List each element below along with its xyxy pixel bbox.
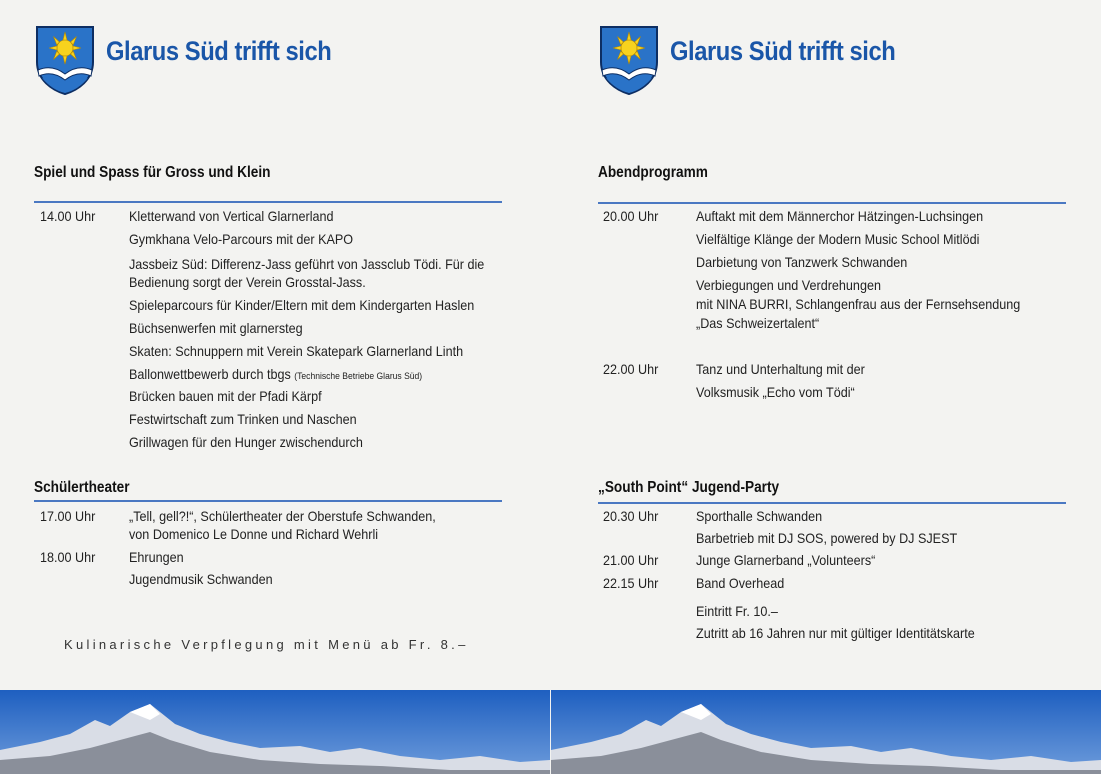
program-item: von Domenico Le Donne und Richard Wehrli — [129, 526, 379, 542]
program-item: mit NINA BURRI, Schlangenfrau aus der Fernsehsendung — [696, 296, 1021, 312]
program-item: Tanz und Unterhaltung mit der — [696, 361, 865, 377]
program-item: Grillwagen für den Hunger zwischendurch — [129, 434, 363, 450]
section-divider — [34, 201, 502, 203]
program-item: Jugendmusik Schwanden — [129, 571, 273, 587]
time-label: 20.30 Uhr — [603, 508, 659, 524]
program-item: Bedienung sorgt der Verein Grosstal-Jass. — [129, 274, 366, 290]
time-label: 14.00 Uhr — [40, 208, 96, 224]
section-title-abendprogramm: Abendprogramm — [598, 164, 708, 181]
page-title: Glarus Süd trifft sich — [670, 35, 896, 66]
program-item: Junge Glarnerband „Volunteers“ — [696, 552, 876, 568]
time-label: 22.00 Uhr — [603, 361, 659, 377]
left-page — [0, 0, 550, 774]
left-header — [34, 24, 362, 96]
time-label: 21.00 Uhr — [603, 552, 659, 568]
program-item: Vielfältige Klänge der Modern Music School Mitlödi — [696, 231, 980, 247]
program-item: Ehrungen — [129, 549, 184, 565]
program-item: Spieleparcours für Kinder/Eltern mit dem Kindergarten Haslen — [129, 297, 475, 313]
catering-note: Kulinarische Verpflegung mit Menü ab Fr. 8.– — [64, 637, 469, 652]
program-item: Festwirtschaft zum Trinken und Naschen — [129, 411, 357, 427]
program-item: Sporthalle Schwanden — [696, 508, 823, 524]
program-item: Volksmusik „Echo vom Tödi“ — [696, 384, 855, 400]
program-item: Gymkhana Velo-Parcours mit der KAPO — [129, 231, 354, 247]
mountain-photo — [0, 690, 550, 774]
time-label: 18.00 Uhr — [40, 549, 96, 565]
program-item: Brücken bauen mit der Pfadi Kärpf — [129, 388, 322, 404]
coat-of-arms-icon — [34, 24, 96, 96]
time-label: 17.00 Uhr — [40, 508, 96, 524]
program-item: Jassbeiz Süd: Differenz-Jass geführt von Jassclub Tödi. Für die — [129, 256, 485, 272]
program-item: Barbetrieb mit DJ SOS, powered by DJ SJEST — [696, 530, 958, 546]
program-item: Büchsenwerfen mit glarnersteg — [129, 320, 303, 336]
program-item: Auftakt mit dem Männerchor Hätzingen-Luchsingen — [696, 208, 984, 224]
program-item: Kletterwand von Vertical Glarnerland — [129, 208, 334, 224]
program-item-text: Ballonwettbewerb durch tbgs — [129, 366, 291, 382]
section-title-spiel-spass: Spiel und Spass für Gross und Klein — [34, 164, 271, 181]
age-restriction: Zutritt ab 16 Jahren nur mit gültiger Identitätskarte — [696, 625, 975, 641]
section-title-south-point: „South Point“ Jugend-Party — [598, 479, 780, 496]
section-divider — [598, 202, 1066, 204]
mountain-photo — [551, 690, 1101, 774]
section-divider — [598, 502, 1066, 504]
coat-of-arms-icon — [598, 24, 660, 96]
right-header — [598, 24, 926, 96]
right-page — [551, 0, 1101, 774]
program-item: Darbietung von Tanzwerk Schwanden — [696, 254, 908, 270]
program-item: Band Overhead — [696, 575, 785, 591]
program-item: „Das Schweizertalent“ — [696, 315, 820, 331]
time-label: 22.15 Uhr — [603, 575, 659, 591]
entry-fee: Eintritt Fr. 10.– — [696, 603, 778, 619]
program-item — [129, 366, 422, 385]
program-item: Skaten: Schnuppern mit Verein Skatepark Glarnerland Linth — [129, 343, 464, 359]
section-divider — [34, 500, 502, 502]
page-title: Glarus Süd trifft sich — [106, 35, 332, 66]
time-label: 20.00 Uhr — [603, 208, 659, 224]
section-title-schuelertheater: Schülertheater — [34, 479, 130, 496]
program-item-note: (Technische Betriebe Glarus Süd) — [294, 371, 423, 382]
program-item: „Tell, gell?!“, Schülertheater der Oberstufe Schwanden, — [129, 508, 436, 524]
program-item: Verbiegungen und Verdrehungen — [696, 277, 881, 293]
